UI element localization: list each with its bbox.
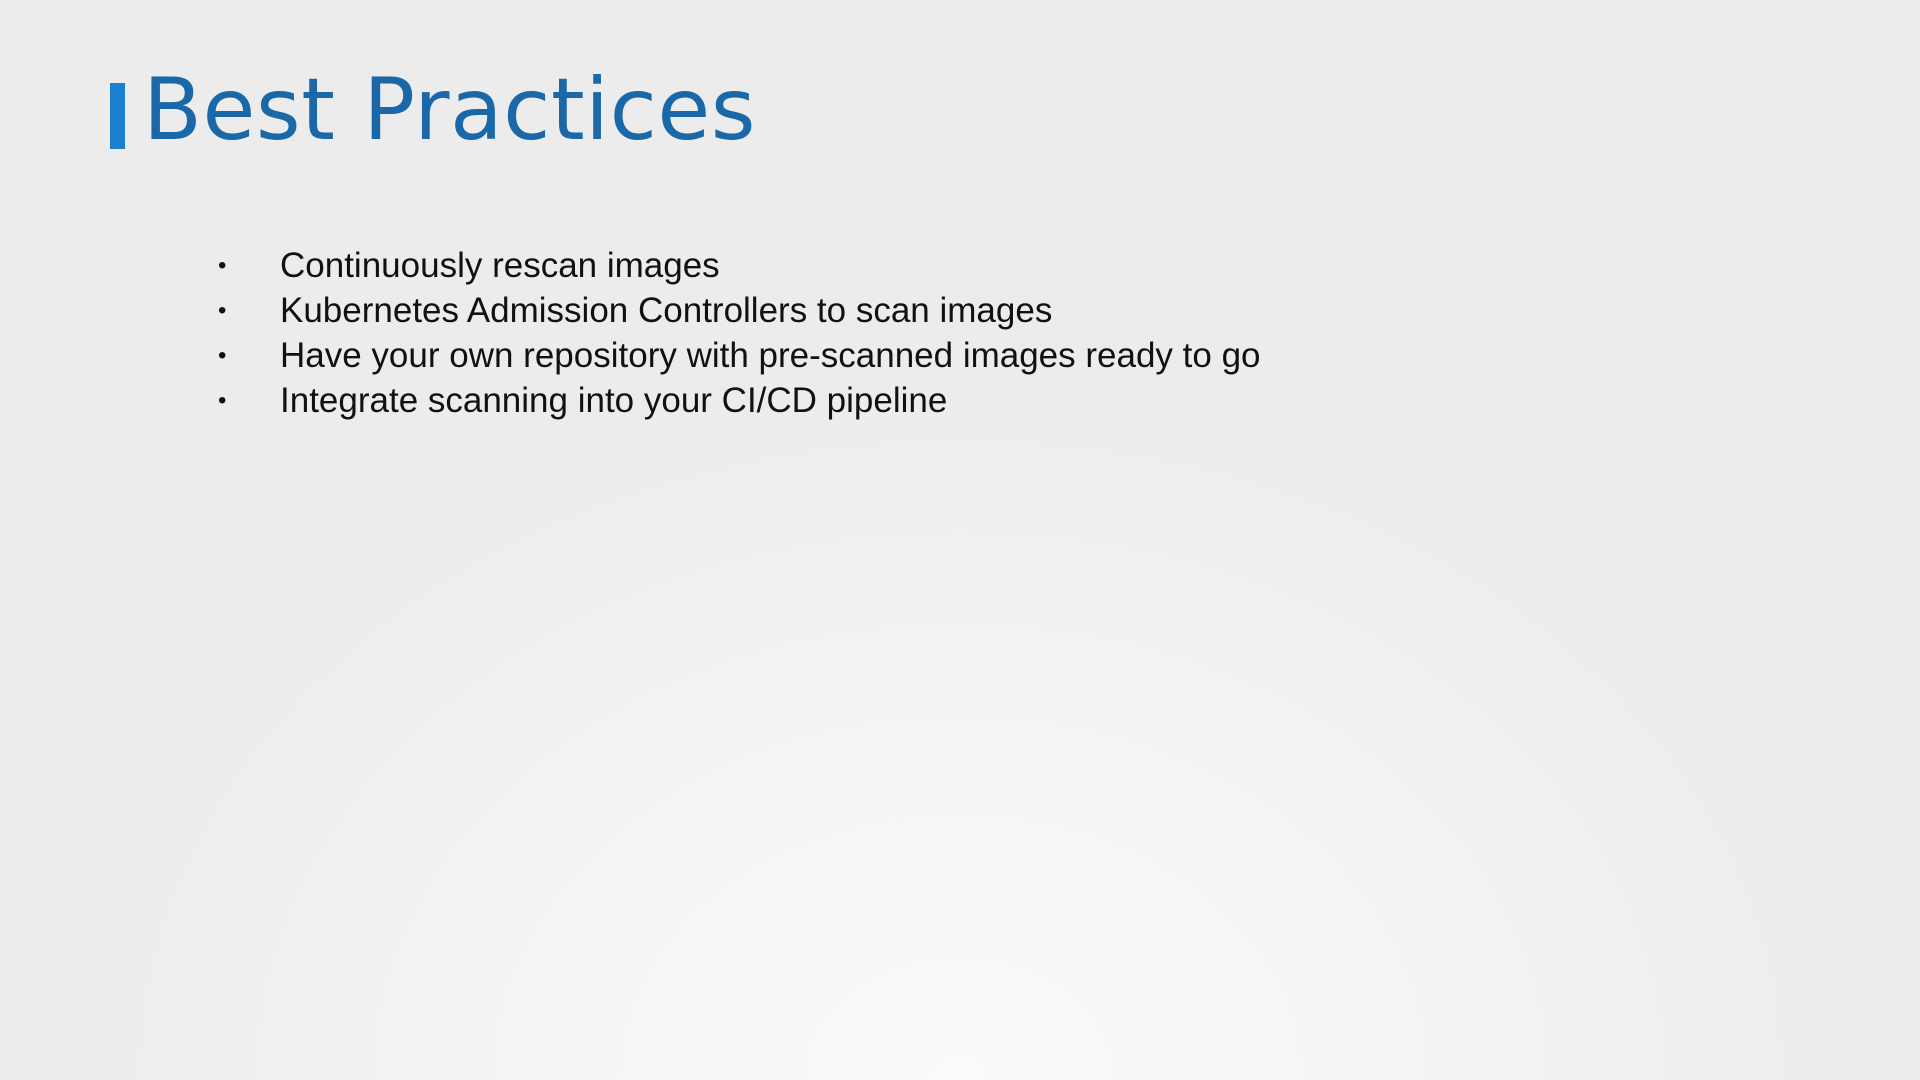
bullet-icon: • [218, 252, 227, 279]
bullet-text: Continuously rescan images [280, 246, 720, 285]
bullet-list [218, 243, 1261, 423]
bullet-item [218, 333, 1261, 378]
bullet-icon: • [218, 342, 227, 369]
bullet-item [218, 288, 1261, 333]
slide-title: Best Practices [143, 60, 757, 160]
bullet-icon: • [218, 387, 227, 414]
bullet-text: Have your own repository with pre-scanned images ready to go [280, 336, 1261, 375]
bullet-icon: • [218, 297, 227, 324]
bullet-text: Kubernetes Admission Controllers to scan images [280, 291, 1053, 330]
bullet-item [218, 243, 1261, 288]
bullet-item [218, 378, 1261, 423]
bullet-text: Integrate scanning into your CI/CD pipeline [280, 381, 948, 420]
title-accent-bar [110, 83, 125, 149]
